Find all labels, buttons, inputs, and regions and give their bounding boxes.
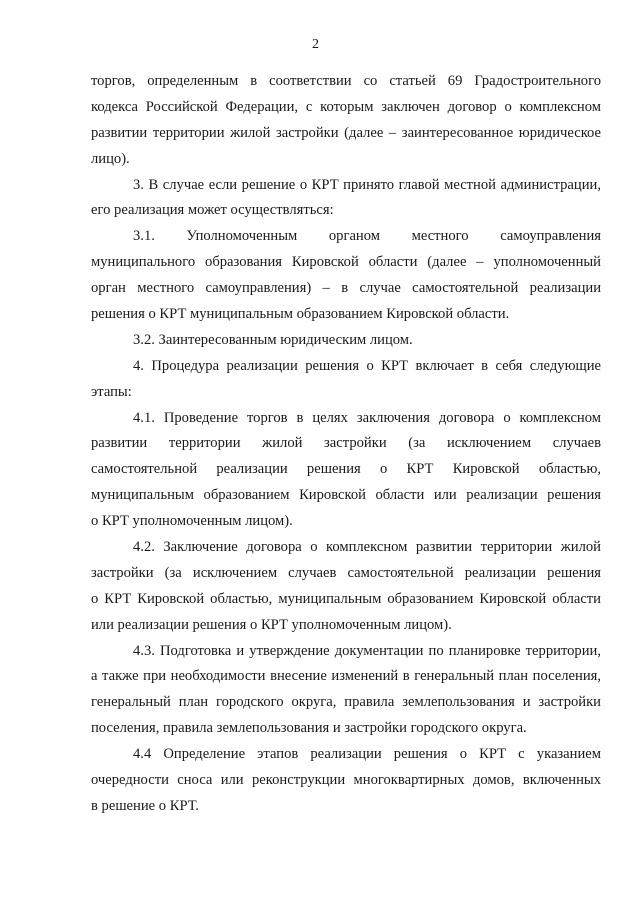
paragraph-4-2	[91, 535, 601, 639]
text-line: торгов, определенным в соответствии со статьей 69 Градостроительного	[91, 73, 601, 89]
document-body	[91, 69, 601, 820]
text-line: поселения, правила землепользования и застройки городского округа.	[91, 720, 527, 737]
text-line: 4. Процедура реализации решения о КРТ включает в себя следующие	[133, 357, 601, 374]
text-line: в решение о КРТ.	[91, 797, 199, 814]
paragraph-4-4	[91, 742, 601, 820]
text-line: решения о КРТ муниципальным образованием Кировской области.	[91, 306, 510, 323]
text-line: или реализации решения о КРТ уполномоченным лицом).	[91, 616, 452, 633]
text-line: 4.2. Заключение договора о комплексном развитии территории жилой	[133, 539, 601, 556]
text-line: его реализация может осуществляться:	[91, 202, 334, 219]
page-number: 2	[312, 37, 319, 52]
paragraph-3-2	[91, 328, 601, 354]
text-line: 4.4 Определение этапов реализации решения о КРТ с указанием	[133, 746, 601, 763]
text-line: 4.3. Подготовка и утверждение документации по планировке территории,	[133, 642, 601, 659]
paragraph-4-1	[91, 406, 601, 535]
text-line: развитии территории жилой застройки (за исключением случаев	[91, 435, 601, 452]
text-line: 4.1. Проведение торгов в целях заключения договора о комплексном	[133, 409, 601, 426]
text-line: генеральный план городского округа, правила землепользования и застройки	[91, 694, 601, 711]
text-line: муниципальным образованием Кировской области или реализации решения	[91, 487, 601, 504]
text-line: орган местного самоуправления) – в случае самостоятельной реализации	[91, 280, 601, 297]
text-line: а также при необходимости внесение изменений в генеральный план поселения,	[91, 668, 601, 685]
text-line: 3. В случае если решение о КРТ принято главой местной администрации,	[133, 176, 601, 193]
paragraph-4	[91, 354, 601, 406]
text-line: развитии территории жилой застройки (далее – заинтересованное юридическое	[91, 124, 601, 141]
text-line: очередности сноса или реконструкции многоквартирных домов, включенных	[91, 772, 601, 789]
paragraph-continuation	[91, 69, 601, 173]
text-line: 3.1. Уполномоченным органом местного самоуправления	[133, 228, 601, 245]
paragraph-4-3	[91, 639, 601, 743]
text-line: лицо).	[91, 150, 130, 167]
text-line: кодекса Российской Федерации, с которым заключен договор о комплексном	[91, 98, 601, 115]
text-line: 3.2. Заинтересованным юридическим лицом.	[133, 331, 413, 348]
text-line: о КРТ Кировской областью, муниципальным образованием Кировской области	[91, 590, 601, 607]
paragraph-3	[91, 173, 601, 225]
text-line: самостоятельной реализации решения о КРТ Кировской областью,	[91, 461, 601, 478]
text-line: о КРТ уполномоченным лицом).	[91, 513, 293, 530]
text-line: муниципального образования Кировской области (далее – уполномоченный	[91, 254, 601, 271]
text-line: застройки (за исключением случаев самостоятельной реализации решения	[91, 564, 601, 581]
paragraph-3-1	[91, 224, 601, 328]
text-line: этапы:	[91, 383, 132, 400]
